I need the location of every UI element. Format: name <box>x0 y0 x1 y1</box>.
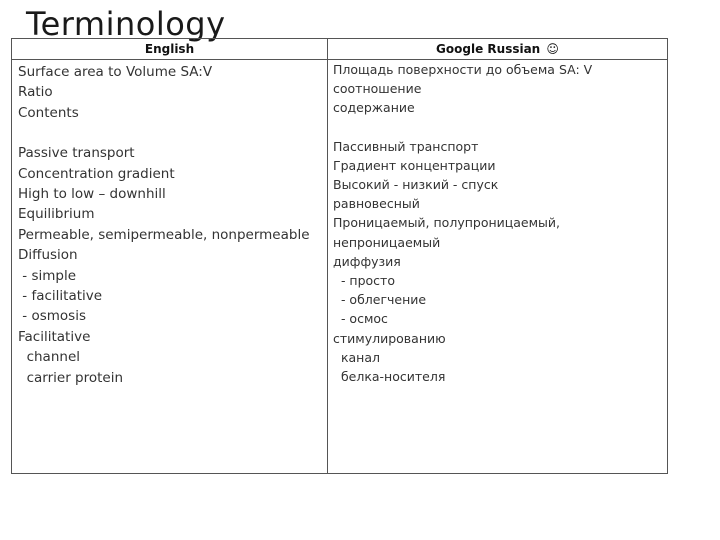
list-item: High to low – downhill <box>18 186 166 203</box>
list-item: Passive transport <box>18 145 135 162</box>
list-item: Surface area to Volume SA:V <box>18 64 213 80</box>
smiley-face-icon: ☺ <box>546 42 559 56</box>
russian-group-2 <box>333 137 663 387</box>
list-item: стимулированию <box>333 330 446 346</box>
list-item: непроницаемый <box>333 234 441 250</box>
list-item: - облегчение <box>333 292 427 308</box>
list-item: канал <box>333 349 380 365</box>
list-item: - facilitative <box>18 288 103 305</box>
header-russian-label: Google Russian <box>436 42 541 56</box>
column-divider <box>327 39 328 473</box>
list-item: Пассивный транспорт <box>333 138 479 154</box>
list-item: равновесный <box>333 196 420 212</box>
list-item: соотношение <box>333 81 422 97</box>
list-item: содержание <box>333 100 415 116</box>
list-item: - simple <box>18 267 77 284</box>
list-item: Площадь поверхности до объема SA: V <box>333 62 593 77</box>
header-russian <box>328 39 667 59</box>
page-title: Terminology <box>26 5 226 43</box>
list-item: - просто <box>333 273 395 289</box>
english-group-2 <box>18 143 323 388</box>
list-item: Высокий - низкий - спуск <box>333 177 499 193</box>
list-item: Contents <box>18 104 79 121</box>
russian-column <box>333 59 663 386</box>
list-item: Permeable, semipermeable, nonpermeable <box>18 226 310 243</box>
russian-group-1 <box>333 60 663 118</box>
english-column <box>18 59 323 388</box>
list-item: Diffusion <box>18 247 78 264</box>
list-item: Ratio <box>18 84 53 101</box>
list-item: диффузия <box>333 253 401 269</box>
list-item: - osmosis <box>18 308 86 325</box>
list-item: - осмос <box>333 311 388 327</box>
list-item: Facilitative <box>18 328 91 345</box>
english-group-1 <box>18 62 323 123</box>
header-english: English <box>144 42 195 56</box>
list-item: белка-носителя <box>333 369 446 385</box>
list-item: carrier protein <box>18 369 124 386</box>
list-item: channel <box>18 349 81 366</box>
list-item: Equilibrium <box>18 206 95 223</box>
list-item: Проницаемый, полупроницаемый, <box>333 215 561 231</box>
terminology-table <box>11 38 668 474</box>
list-item: Градиент концентрации <box>333 157 496 173</box>
list-item: Concentration gradient <box>18 165 175 182</box>
